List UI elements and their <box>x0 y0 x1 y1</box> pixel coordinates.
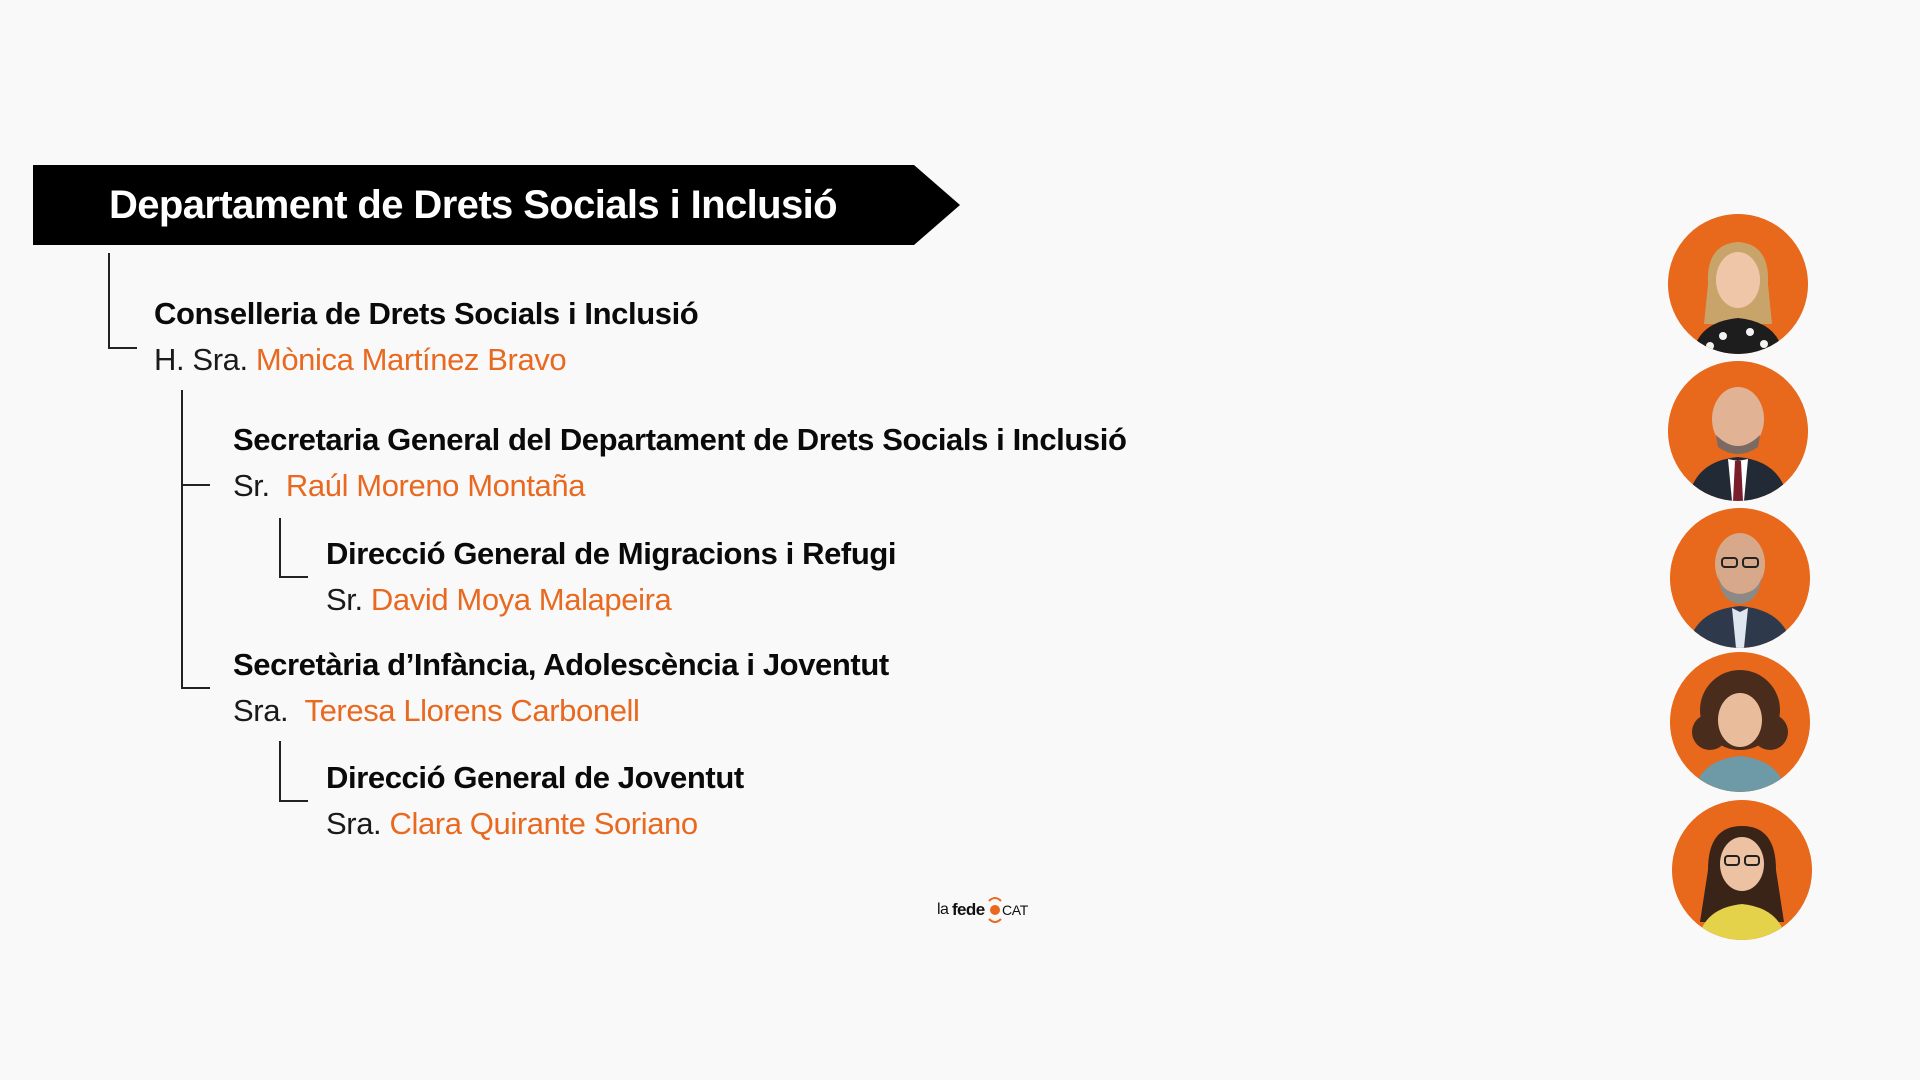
logo-text-fede: fede <box>952 900 985 919</box>
person-name: Raúl Moreno Montaña <box>285 468 586 503</box>
org-entry-conselleria <box>154 291 698 383</box>
org-entry-migracions <box>326 531 896 623</box>
person-line <box>326 801 744 847</box>
org-name: Secretaria General del Departament de Drets Socials i Inclusió <box>233 422 1127 457</box>
avatar <box>1670 652 1810 792</box>
person-title: Sra. <box>233 693 289 728</box>
org-name: Conselleria de Drets Socials i Inclusió <box>154 296 699 331</box>
connector-line <box>181 390 183 688</box>
org-name: Direcció General de Migracions i Refugi <box>326 536 897 571</box>
org-entry-joventut <box>326 755 744 847</box>
avatar <box>1668 214 1808 354</box>
connector-line <box>108 347 137 349</box>
person-line <box>154 337 698 383</box>
avatar <box>1670 508 1810 648</box>
logo-text-cat: CAT <box>1002 902 1029 918</box>
person-title: Sr. <box>233 468 270 503</box>
avatar <box>1668 361 1808 501</box>
person-title: Sra. <box>326 806 382 841</box>
person-line <box>326 577 896 623</box>
org-name: Direcció General de Joventut <box>326 760 744 795</box>
person-name: Clara Quirante Soriano <box>389 806 698 841</box>
connector-line <box>279 741 281 801</box>
header-banner <box>33 165 960 245</box>
org-entry-secretaria-general <box>233 417 1127 509</box>
person-line <box>233 688 889 734</box>
connector-line <box>108 253 110 348</box>
portrait-man-glasses <box>1670 508 1810 648</box>
portrait-woman-curly <box>1670 652 1810 792</box>
lafede-logo <box>937 890 1032 930</box>
person-name: Teresa Llorens Carbonell <box>304 693 640 728</box>
avatar <box>1672 800 1812 940</box>
connector-line <box>181 687 210 689</box>
person-line <box>233 463 1127 509</box>
connector-line <box>279 518 281 577</box>
person-name: David Moya Malapeira <box>370 582 672 617</box>
portrait-man-suit <box>1668 361 1808 501</box>
person-title: H. Sra. <box>154 342 248 377</box>
connector-line <box>279 800 308 802</box>
logo-mark-icon <box>987 893 1003 927</box>
page-title: Departament de Drets Socials i Inclusió <box>109 183 837 227</box>
org-entry-infancia <box>233 642 889 734</box>
portrait-woman-blonde <box>1668 214 1808 354</box>
connector-line <box>279 576 308 578</box>
person-title: Sr. <box>326 582 363 617</box>
org-name: Secretària d’Infància, Adolescència i Joventut <box>233 647 889 682</box>
logo-text-la: la <box>937 901 949 918</box>
portrait-woman-glasses <box>1672 800 1812 940</box>
connector-line <box>181 484 210 486</box>
person-name: Mònica Martínez Bravo <box>255 342 567 377</box>
